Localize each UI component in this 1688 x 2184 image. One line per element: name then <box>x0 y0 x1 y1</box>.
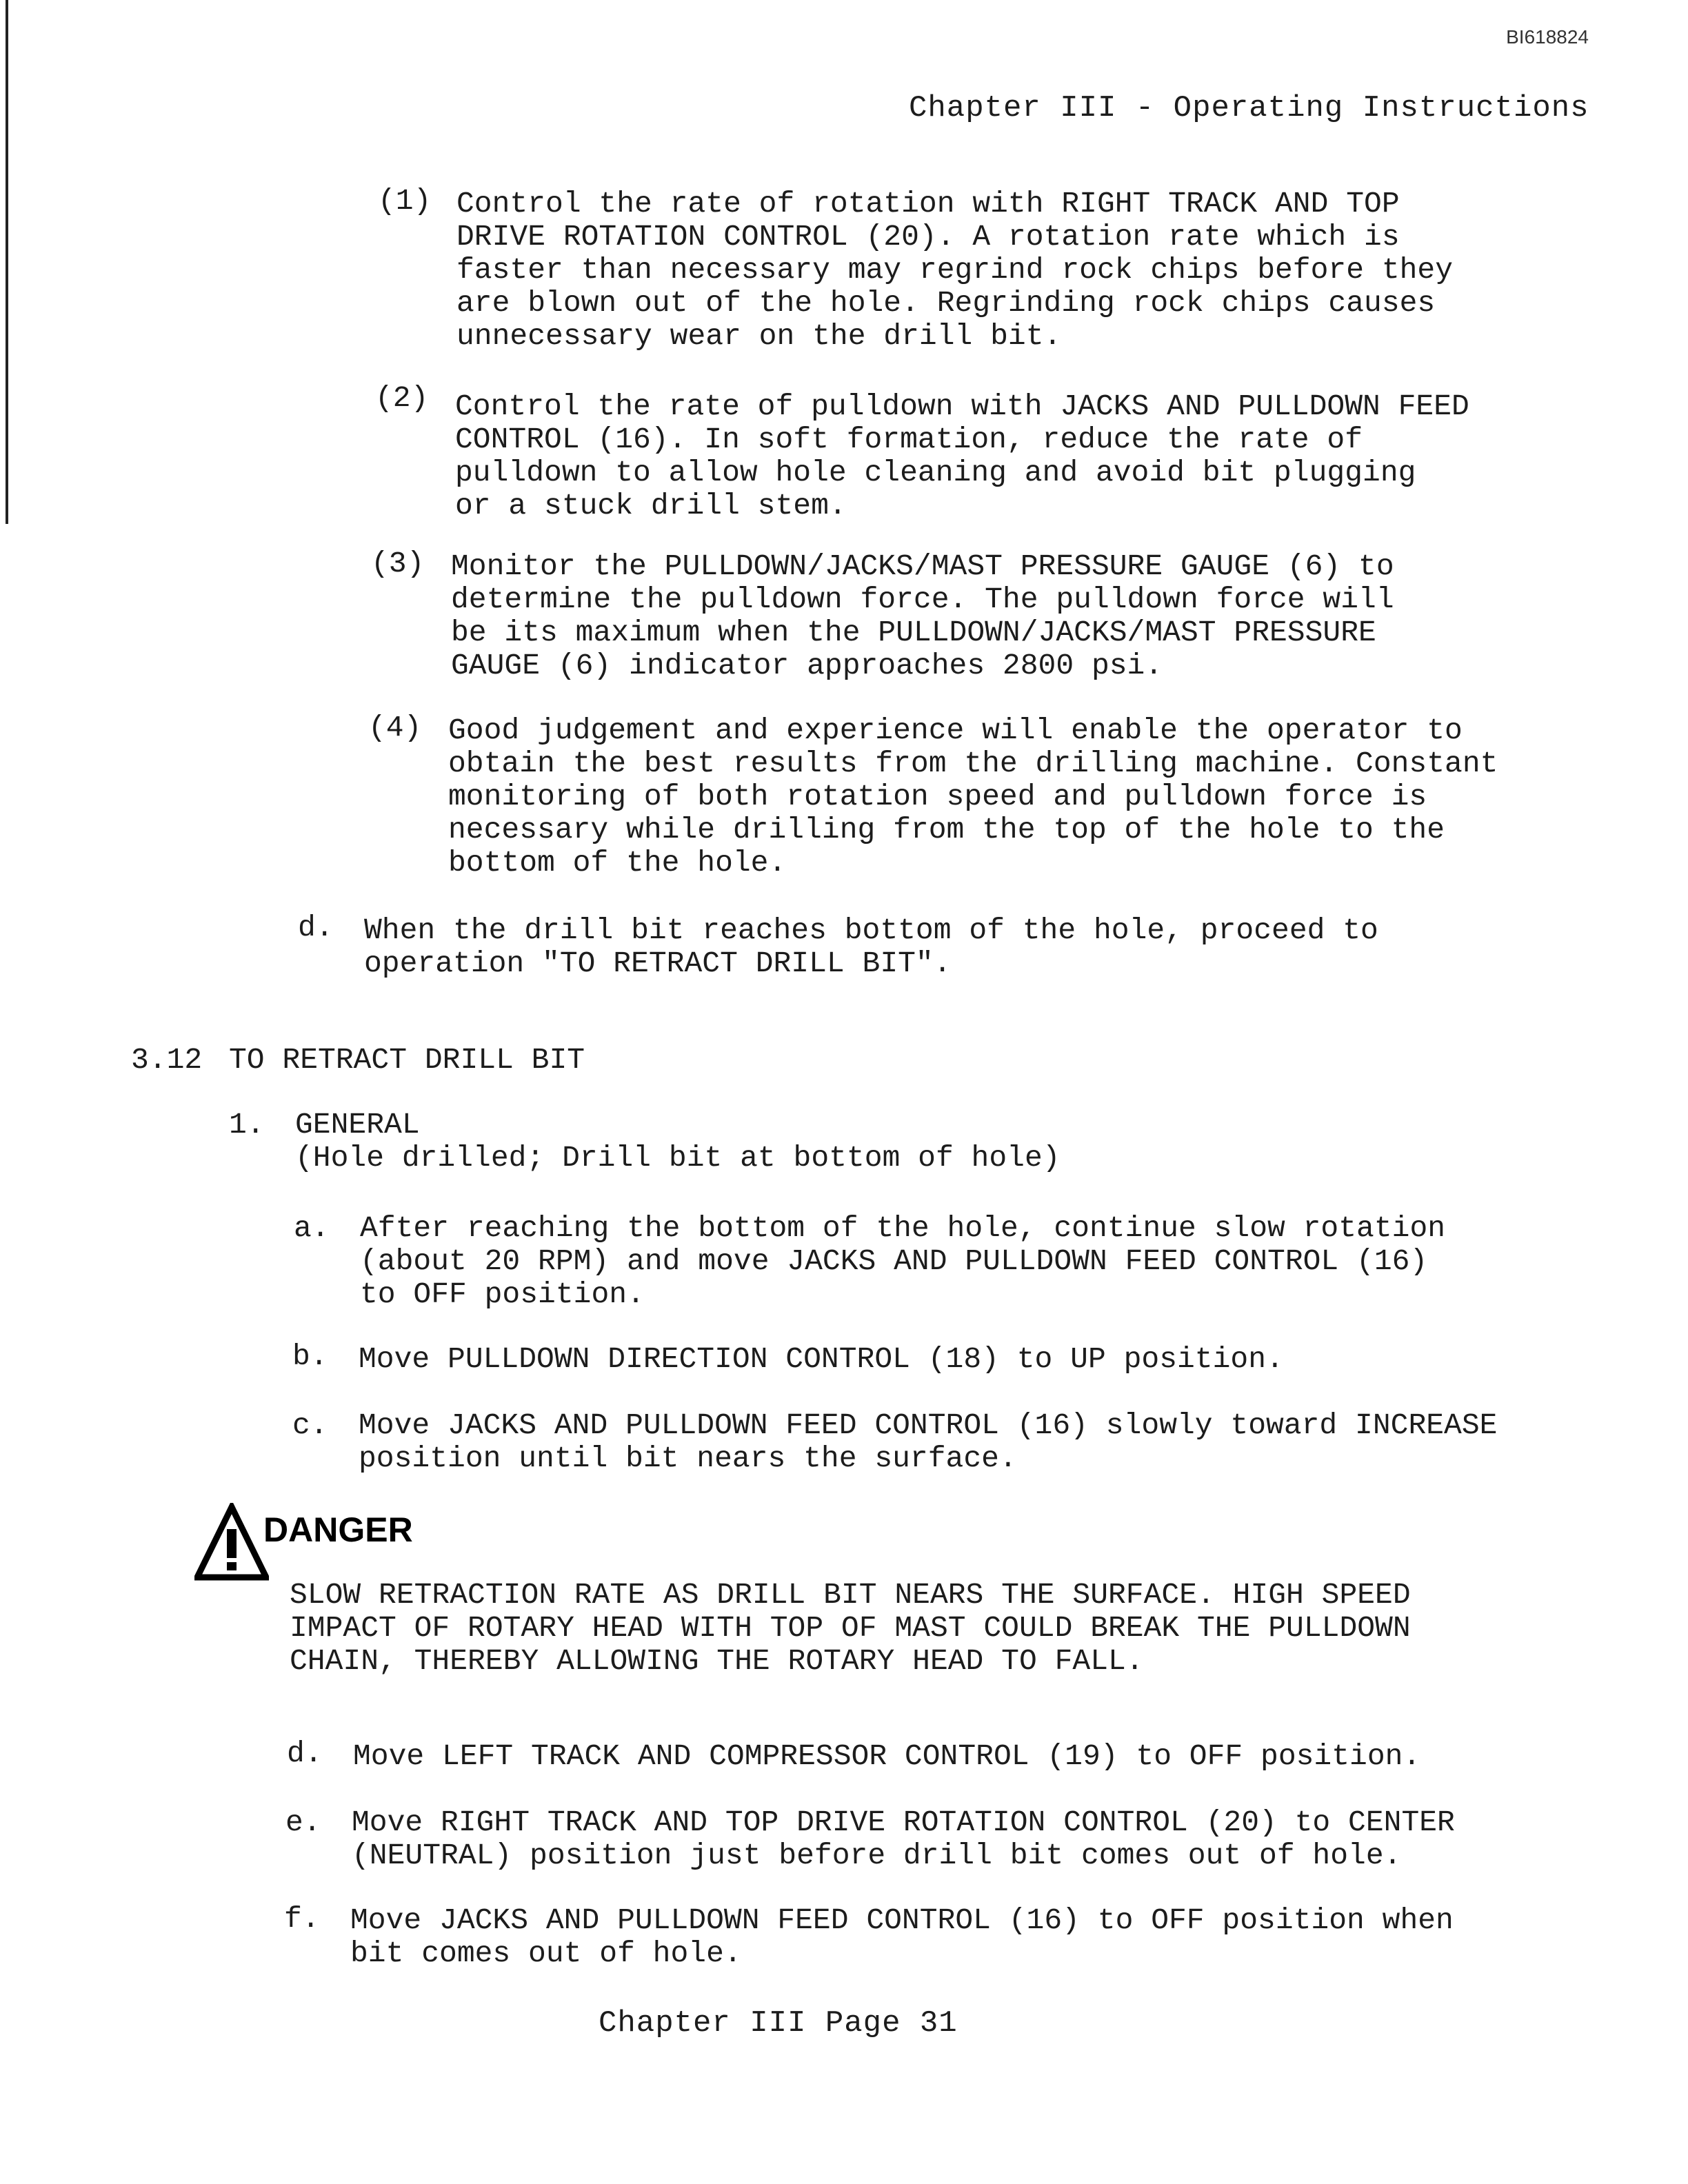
step-text: Move JACKS AND PULLDOWN FEED CONTROL (16) slowly toward INCREASE position until bit nears the surface. <box>359 1408 1498 1475</box>
subsection-text: GENERAL (Hole drilled; Drill bit at bottom of hole) <box>295 1108 1061 1175</box>
step-text: Move JACKS AND PULLDOWN FEED CONTROL (16) to OFF position when bit comes out of hole. <box>350 1903 1454 1970</box>
step-marker: c. <box>292 1408 328 1442</box>
item-marker: (4) <box>368 711 422 745</box>
section-number: 3.12 <box>131 1043 203 1077</box>
page-header: Chapter III - Operating Instructions <box>909 91 1589 125</box>
step-marker: e. <box>285 1806 321 1839</box>
item-text: Control the rate of pulldown with JACKS AND PULLDOWN FEED CONTROL (16). In soft formation, reduce the rate of pulldown to allow hole cleaning and avoid bit plugging or a stuck drill stem. <box>455 390 1469 523</box>
item-text: Control the rate of rotation with RIGHT TRACK AND TOP DRIVE ROTATION CONTROL (20). A rotation rate which is faster than necessary may regrind rock chips before they are blown out of the hole. Regrinding rock chips causes unnecessary wear on the drill bit. <box>456 187 1454 353</box>
step-marker: f. <box>284 1902 320 1936</box>
step-marker: d. <box>287 1737 323 1770</box>
danger-heading: DANGER <box>263 1510 413 1549</box>
danger-text: SLOW RETRACTION RATE AS DRILL BIT NEARS THE SURFACE. HIGH SPEED IMPACT OF ROTARY HEAD WITH TOP OF MAST COULD BREAK THE PULLDOWN CHAIN, THEREBY ALLOWING THE ROTARY HEAD TO FALL. <box>290 1578 1411 1678</box>
document-id: BI618824 <box>1506 26 1589 48</box>
step-text: Move RIGHT TRACK AND TOP DRIVE ROTATION CONTROL (20) to CENTER (NEUTRAL) position just before drill bit comes out of hole. <box>352 1806 1455 1872</box>
step-marker: d. <box>298 911 334 944</box>
step-marker: a. <box>294 1211 330 1245</box>
warning-triangle-icon <box>194 1503 269 1583</box>
page-footer: Chapter III Page 31 <box>599 2006 958 2041</box>
scan-edge <box>6 0 8 524</box>
step-marker: b. <box>292 1339 328 1373</box>
step-text: Move PULLDOWN DIRECTION CONTROL (18) to UP position. <box>359 1342 1284 1376</box>
subsection-number: 1. <box>229 1108 265 1142</box>
item-marker: (2) <box>375 381 429 415</box>
item-text: Good judgement and experience will enable the operator to obtain the best results from the drilling machine. Constant monitoring of both rotation speed and pulldown force is necessary while drilling from the top of the hole to the bottom of the hole. <box>448 714 1498 880</box>
item-marker: (1) <box>378 184 432 218</box>
item-marker: (3) <box>371 547 425 580</box>
item-text: Monitor the PULLDOWN/JACKS/MAST PRESSURE GAUGE (6) to determine the pulldown force. The pulldown force will be its maximum when the PULLDOWN/JACKS/MAST PRESSURE GAUGE (6) indicator approaches 2800 psi. <box>451 549 1394 682</box>
step-text: When the drill bit reaches bottom of the hole, proceed to operation "TO RETRACT DRILL BIT". <box>364 913 1378 980</box>
step-text: After reaching the bottom of the hole, continue slow rotation (about 20 RPM) and move JACKS AND PULLDOWN FEED CONTROL (16) to OFF position. <box>360 1211 1446 1311</box>
section-title: TO RETRACT DRILL BIT <box>229 1043 585 1077</box>
step-text: Move LEFT TRACK AND COMPRESSOR CONTROL (19) to OFF position. <box>353 1739 1421 1773</box>
